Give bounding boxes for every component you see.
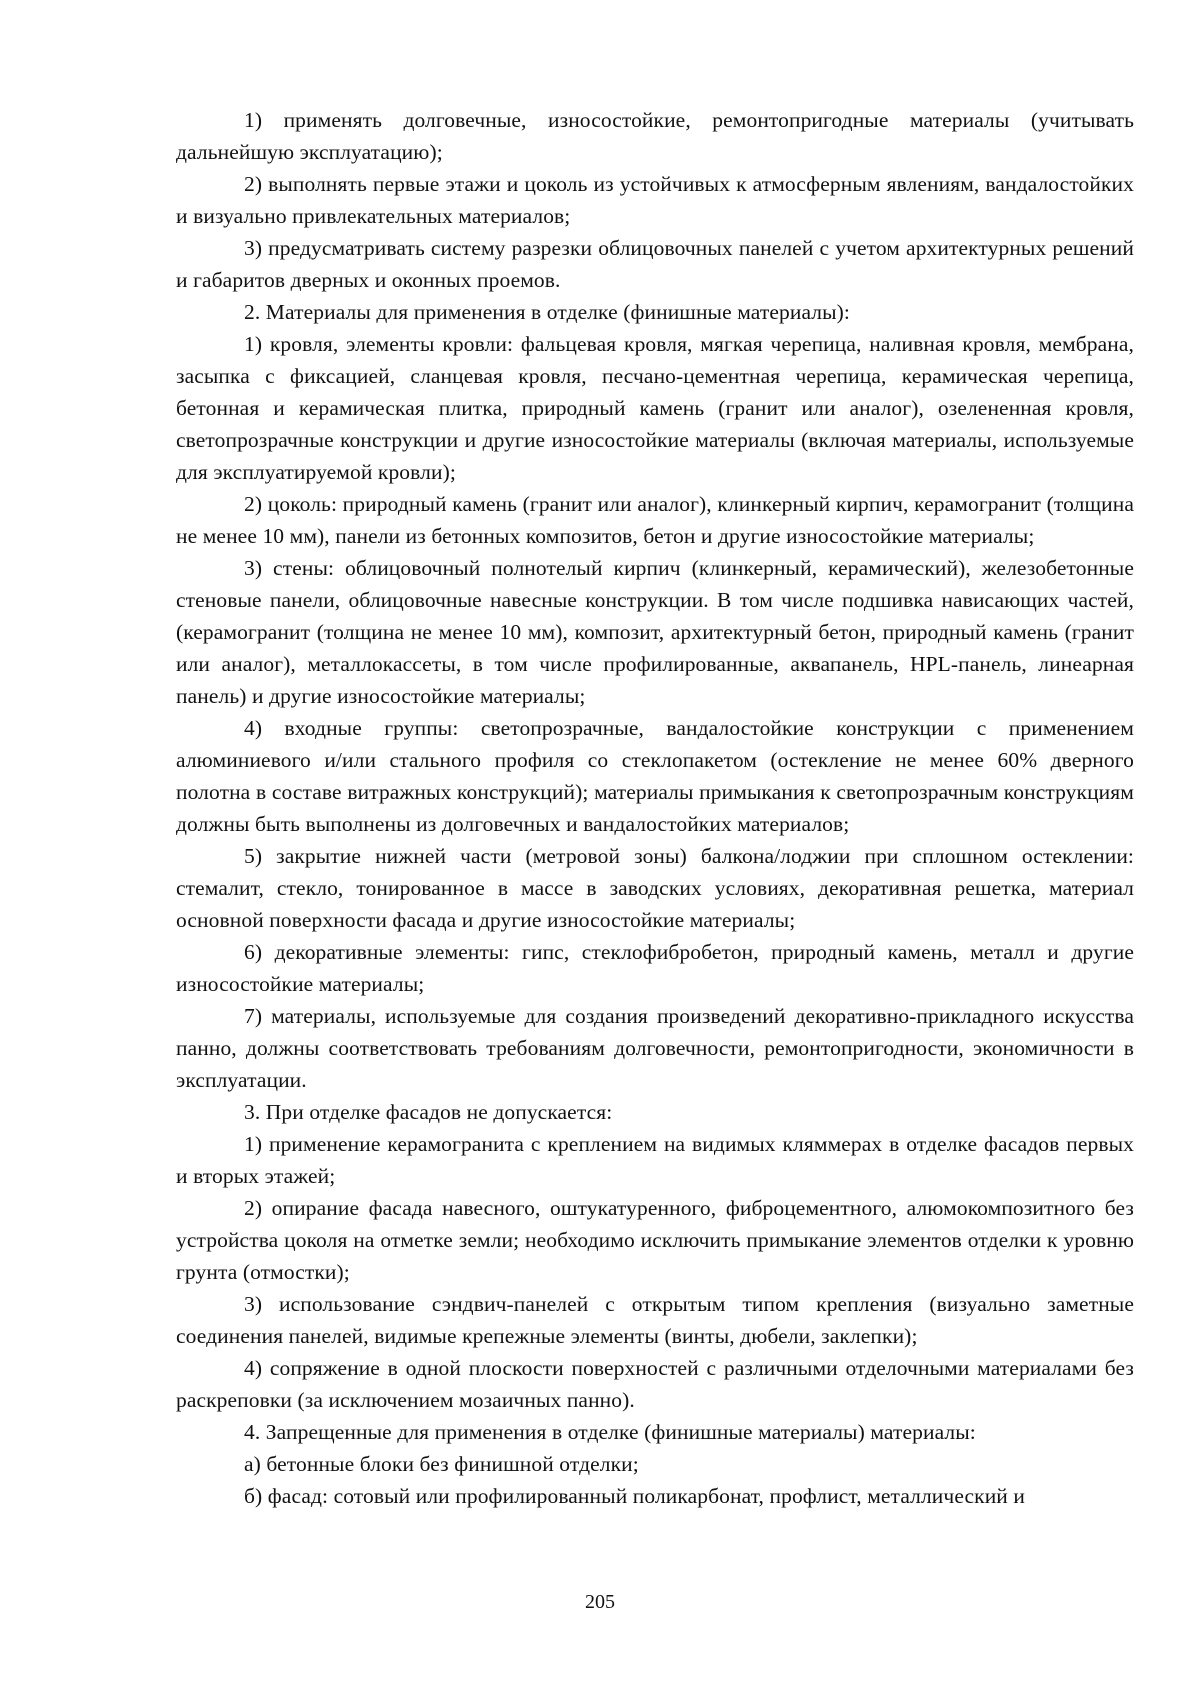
paragraph-item-1-durable-materials: 1) применять долговечные, износостойкие, ремонтопригодные материалы (учитывать дальнейшую эксплуатацию); [176,108,1134,164]
paragraph-balcony-lower-part: 5) закрытие нижней части (метровой зоны) балкона/лоджии при сплошном остеклении: стемалит, стекло, тонированное в массе в заводских условиях, декоративная решетка, материал основной поверхности фасада и другие износостойкие материалы; [176,844,1134,932]
paragraph-concrete-blocks: а) бетонные блоки без финишной отделки; [244,1452,639,1476]
paragraph-decorative-applied-art: 7) материалы, используемые для создания произведений декоративно-прикладного искусства панно, должны соответствовать требованиям долговечности, ремонтопригодности, экономичности в эксплуатации. [176,1004,1134,1092]
section-heading-3-not-allowed: 3. При отделке фасадов не допускается: [244,1100,613,1124]
section-heading-4-prohibited: 4. Запрещенные для применения в отделке (финишные материалы) материалы: [244,1420,976,1444]
page-number: 205 [585,1591,615,1613]
paragraph-facade-polycarbonate: б) фасад: сотовый или профилированный поликарбонат, профлист, металлический и [244,1484,1025,1508]
document-body [176,104,1134,1512]
paragraph-sandwich-panels: 3) использование сэндвич-панелей с открытым типом крепления (визуально заметные соединения панелей, видимые крепежные элементы (винты, дюбели, заклепки); [176,1292,1134,1348]
paragraph-porcelain-clamps: 1) применение керамогранита с креплением на видимых кляммерах в отделке фасадов первых и вторых этажей; [176,1132,1134,1188]
paragraph-decorative-elements: 6) декоративные элементы: гипс, стеклофибробетон, природный камень, металл и другие износостойкие материалы; [176,940,1134,996]
paragraph-plinth-materials: 2) цоколь: природный камень (гранит или аналог), клинкерный кирпич, керамогранит (толщина не менее 10 мм), панели из бетонных композитов, бетон и другие износостойкие материалы; [176,492,1134,548]
paragraph-item-3-panel-cutting: 3) предусматривать систему разрезки облицовочных панелей с учетом архитектурных решений и габаритов дверных и оконных проемов. [176,236,1134,292]
paragraph-entrance-groups: 4) входные группы: светопрозрачные, вандалостойкие конструкции с применением алюминиевого и/или стального профиля со стеклопакетом (остекление не менее 60% дверного полотна в составе витражных конструкций); материалы примыкания к светопрозрачным конструкциям должны быть выполнены из долговечных и вандалостойких материалов; [176,716,1134,836]
paragraph-facade-support: 2) опирание фасада навесного, оштукатуренного, фиброцементного, алюмокомпозитного без устройства цоколя на отметке земли; необходимо исключить примыкание элементов отделки к уровню грунта (отмостки); [176,1196,1134,1284]
section-heading-2-finishing-materials: 2. Материалы для применения в отделке (финишные материалы): [244,300,850,324]
paragraph-item-2-ground-floors: 2) выполнять первые этажи и цоколь из устойчивых к атмосферным явлениям, вандалостойких и визуально привлекательных материалов; [176,172,1134,228]
paragraph-surface-junction: 4) сопряжение в одной плоскости поверхностей с различными отделочными материалами без раскреповки (за исключением мозаичных панно). [176,1356,1134,1412]
paragraph-wall-materials: 3) стены: облицовочный полнотелый кирпич (клинкерный, керамический), железобетонные стеновые панели, облицовочные навесные конструкции. В том числе подшивка нависающих частей, (керамогранит (толщина не менее 10 мм), композит, архитектурный бетон, природный камень (гранит или аналог), металлокассеты, в том числе профилированные, аквапанель, HPL-панель, линеарная панель) и другие износостойкие материалы; [176,556,1134,708]
paragraph-roof-materials: 1) кровля, элементы кровли: фальцевая кровля, мягкая черепица, наливная кровля, мембрана, засыпка с фиксацией, сланцевая кровля, песчано-цементная черепица, керамическая черепица, бетонная и керамическая плитка, природный камень (гранит или аналог), озелененная кровля, светопрозрачные конструкции и другие износостойкие материалы (включая материалы, используемые для эксплуатируемой кровли); [176,332,1134,484]
